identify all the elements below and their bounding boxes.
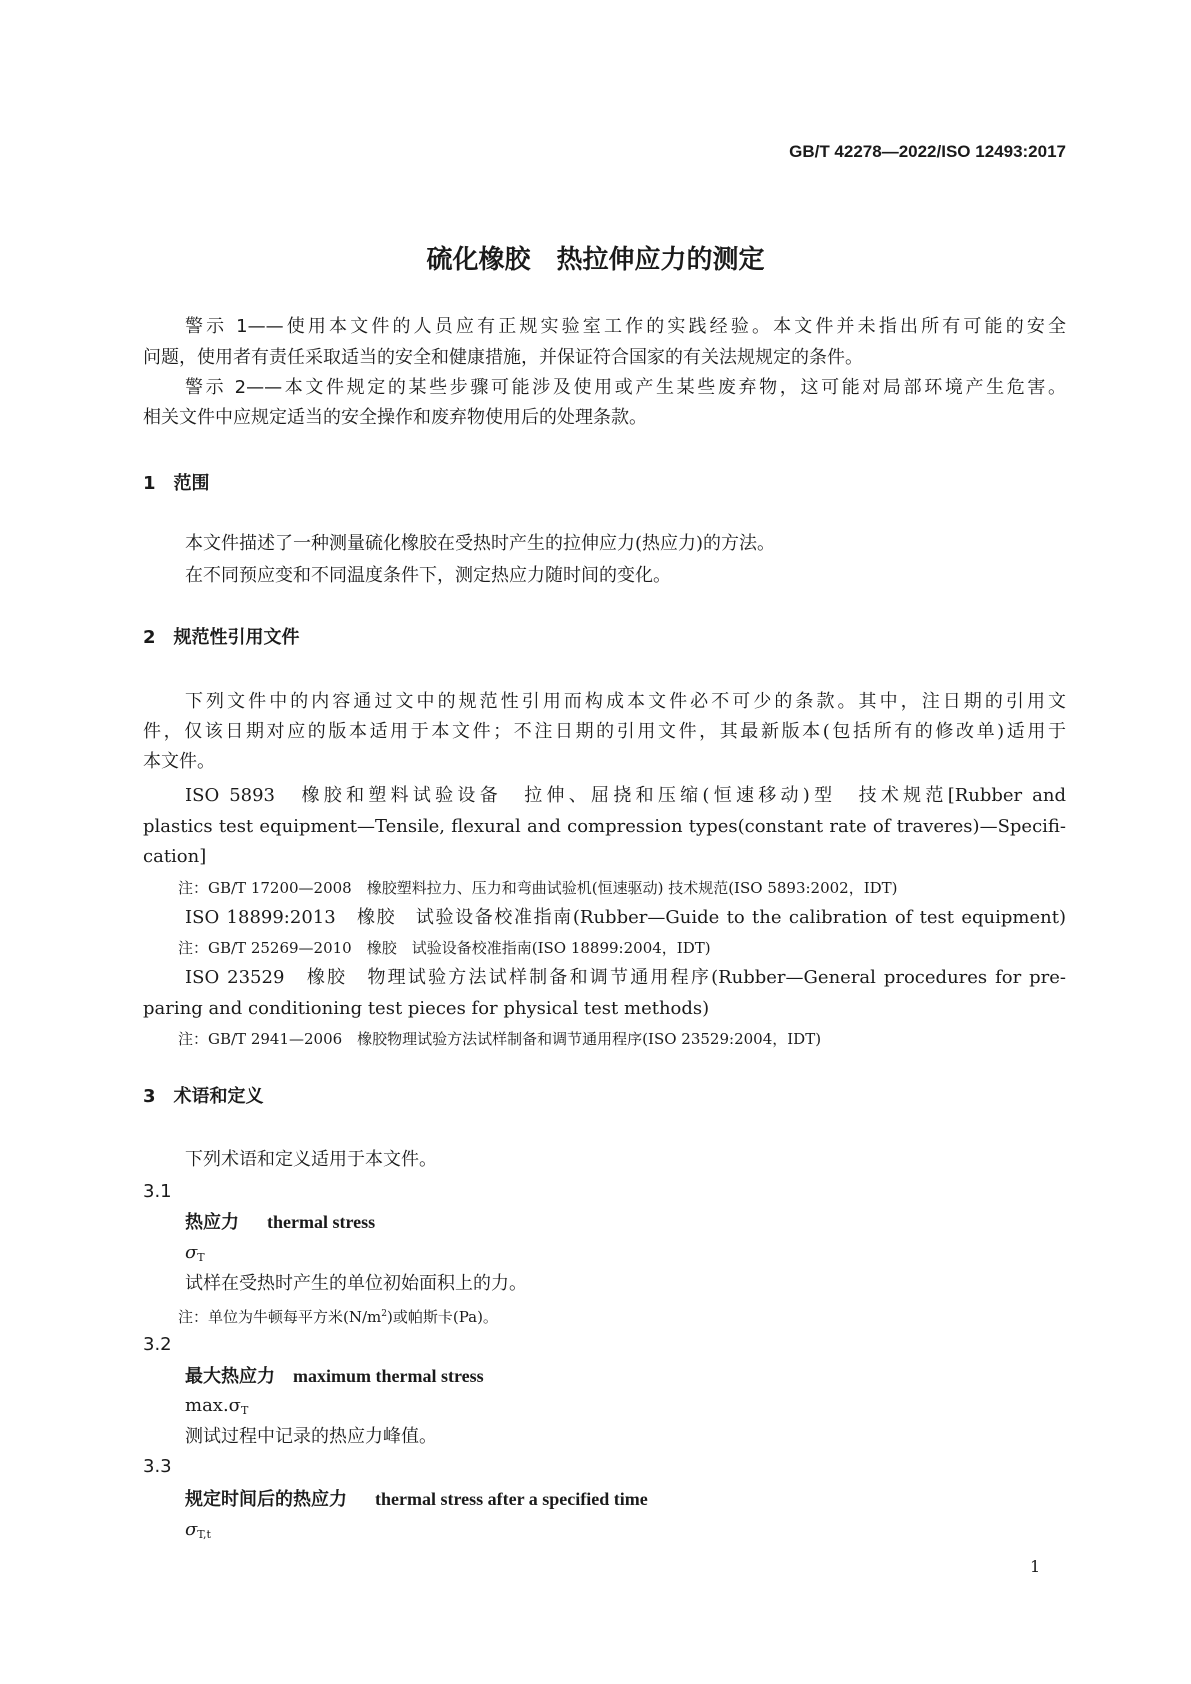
page-title: 硫化橡胶 热拉伸应力的测定 bbox=[426, 245, 765, 275]
term-en: thermal stress bbox=[267, 1212, 376, 1232]
term-en: thermal stress after a specified time bbox=[375, 1489, 648, 1509]
note-text: 注：单位为牛顿每平方米(N/m bbox=[178, 1308, 382, 1326]
symbol-subscript: T,t bbox=[197, 1528, 211, 1541]
section-title: 规范性引用文件 bbox=[173, 627, 300, 648]
section-number: 3 bbox=[143, 1086, 156, 1107]
symbol: σ bbox=[185, 1519, 198, 1540]
page-number: 1 bbox=[1030, 1557, 1041, 1576]
warning-1: 警示 1——使用本文件的人员应有正规实验室工作的实践经验。本文件并未指出所有可能的安全 bbox=[185, 316, 1066, 337]
term-zh: 热应力 bbox=[185, 1212, 239, 1233]
term-definition: 测试过程中记录的热应力峰值。 bbox=[185, 1426, 437, 1447]
term-symbol bbox=[185, 1241, 205, 1270]
symbol-subscript: T bbox=[240, 1404, 249, 1417]
paragraph: 下列术语和定义适用于本文件。 bbox=[185, 1149, 437, 1170]
section-title: 术语和定义 bbox=[173, 1086, 264, 1107]
section-number: 1 bbox=[143, 473, 156, 494]
warning-2: 警示 2——本文件规定的某些步骤可能涉及使用或产生某些废弃物，这可能对局部环境产生危害。 bbox=[185, 377, 1066, 398]
reference-iso-23529: ISO 23529 橡胶 物理试验方法试样制备和调节通用程序(Rubber—General procedures for pre- bbox=[185, 967, 1066, 988]
reference-cont: paring and conditioning test pieces for physical test methods) bbox=[143, 998, 710, 1019]
term-number: 3.1 bbox=[143, 1181, 172, 1202]
section-3-heading bbox=[143, 1085, 264, 1109]
paragraph-cont: 件，仅该日期对应的版本适用于本文件；不注日期的引用文件，其最新版本(包括所有的修改单)适用于 bbox=[143, 721, 1066, 742]
reference-cont: plastics test equipment—Tensile, flexural and compression types(constant rate of traveres)—Specifi- bbox=[143, 816, 1066, 837]
symbol: σ bbox=[185, 1242, 198, 1263]
term-number: 3.2 bbox=[143, 1334, 172, 1355]
paragraph-cont: 本文件。 bbox=[143, 751, 215, 772]
reference-note: 注：GB/T 17200—2008 橡胶塑料拉力、压力和弯曲试验机(恒速驱动) 技术规范(ISO 5893:2002，IDT) bbox=[178, 879, 898, 897]
warning-1-cont: 问题，使用者有责任采取适当的安全和健康措施，并保证符合国家的有关法规规定的条件。 bbox=[143, 347, 863, 368]
note-superscript: 2 bbox=[381, 1309, 387, 1319]
symbol-subscript: T bbox=[197, 1251, 205, 1264]
term-symbol bbox=[185, 1518, 211, 1547]
term-en: maximum thermal stress bbox=[293, 1366, 484, 1386]
reference-note: 注：GB/T 2941—2006 橡胶物理试验方法试样制备和调节通用程序(ISO 23529:2004，IDT) bbox=[178, 1030, 822, 1048]
term-zh: 规定时间后的热应力 bbox=[185, 1489, 347, 1510]
reference-iso-5893: ISO 5893 橡胶和塑料试验设备 拉伸、屈挠和压缩(恒速移动)型 技术规范[Rubber and bbox=[185, 785, 1066, 806]
standard-number-header: GB/T 42278—2022/ISO 12493:2017 bbox=[789, 142, 1066, 161]
reference-iso-18899: ISO 18899:2013 橡胶 试验设备校准指南(Rubber—Guide to the calibration of test equipment) bbox=[185, 907, 1066, 928]
section-title: 范围 bbox=[173, 473, 210, 494]
paragraph: 在不同预应变和不同温度条件下，测定热应力随时间的变化。 bbox=[185, 565, 671, 586]
term-symbol bbox=[185, 1394, 248, 1423]
term-number: 3.3 bbox=[143, 1456, 172, 1477]
paragraph: 下列文件中的内容通过文中的规范性引用而构成本文件必不可少的条款。其中，注日期的引用文 bbox=[185, 691, 1066, 712]
section-number: 2 bbox=[143, 627, 156, 648]
paragraph: 本文件描述了一种测量硫化橡胶在受热时产生的拉伸应力(热应力)的方法。 bbox=[185, 533, 776, 554]
term-heading bbox=[185, 1364, 484, 1389]
section-1-heading bbox=[143, 472, 210, 496]
section-2-heading bbox=[143, 626, 300, 650]
warning-2-cont: 相关文件中应规定适当的安全操作和废弃物使用后的处理条款。 bbox=[143, 407, 647, 428]
term-zh: 最大热应力 bbox=[185, 1366, 275, 1387]
term-definition: 试样在受热时产生的单位初始面积上的力。 bbox=[185, 1273, 527, 1294]
note-text: )或帕斯卡(Pa)。 bbox=[387, 1308, 498, 1326]
symbol: max.σ bbox=[185, 1395, 241, 1416]
term-note bbox=[178, 1302, 498, 1329]
term-heading bbox=[185, 1210, 375, 1235]
reference-cont: cation] bbox=[143, 846, 207, 867]
term-heading bbox=[185, 1487, 648, 1512]
reference-note: 注：GB/T 25269—2010 橡胶 试验设备校准指南(ISO 18899:2004，IDT) bbox=[178, 939, 711, 957]
